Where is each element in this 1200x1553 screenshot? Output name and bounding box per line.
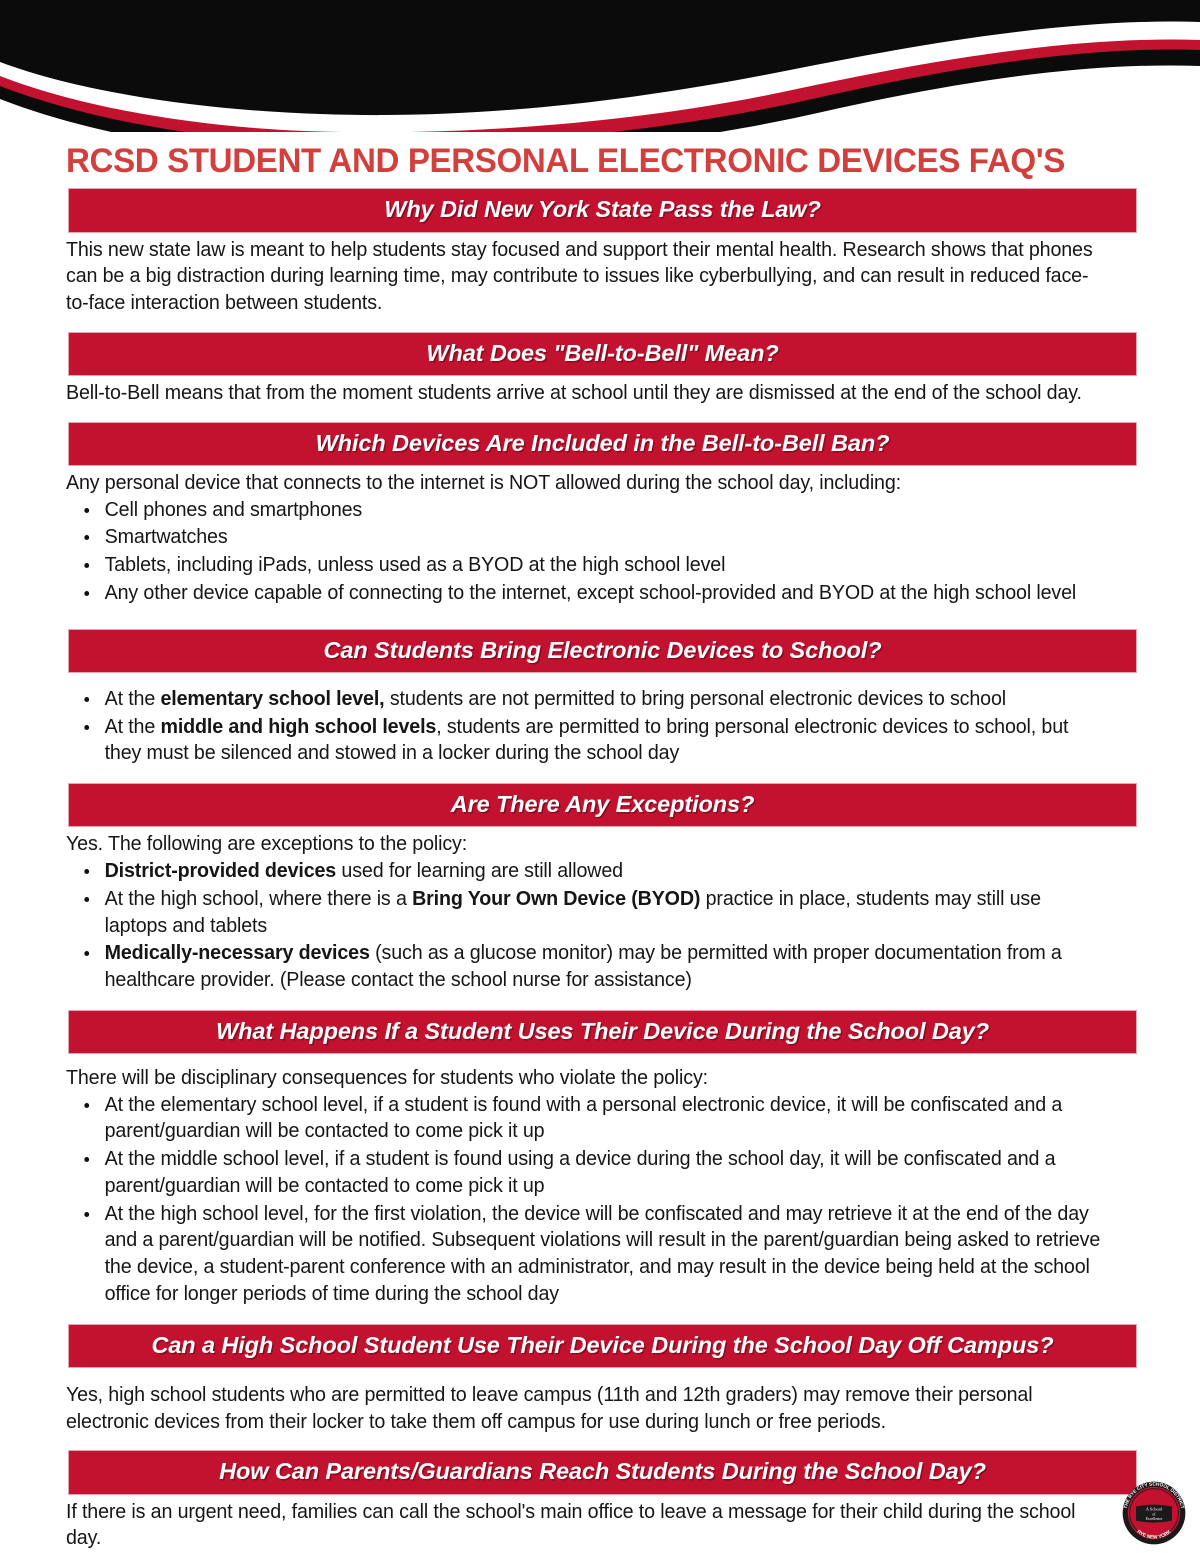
section-bullet-list [66,858,1103,994]
section-content [66,1499,1103,1552]
district-seal-logo [1122,1481,1186,1545]
list-item: At the elementary school level, if a student is found with a personal electronic device, it will be confiscated and a parent/guardian will be contacted to come pick it up [99,1092,1104,1145]
faq-section-which-devices [0,422,1200,607]
section-heading: Why Did New York State Pass the Law? [68,188,1137,232]
section-bullet-list [66,1092,1103,1308]
list-item: Tablets, including iPads, unless used as a BYOD at the high school level [99,552,1104,579]
section-heading: What Happens If a Student Uses Their Device During the School Day? [68,1010,1137,1054]
seal-inner-text-line3: Excellence [1145,1517,1163,1522]
list-item: At the elementary school level, students are not permitted to bring personal electronic devices to school [99,686,1104,713]
section-paragraph: This new state law is meant to help students stay focused and support their mental health. Research shows that phones can be a big distraction during learning time, may contribute to issues like cyberbullying, and can result in reduced face-to-face interaction between students. [66,238,1093,314]
faq-section-consequences [0,1010,1200,1308]
section-paragraph: Yes. The following are exceptions to the policy: [66,833,468,856]
seal-ring-text-bottom: RYE NEW YORK [1135,1529,1173,1541]
faq-section-bell-to-bell [0,332,1200,407]
section-content [66,380,1103,407]
section-paragraph: Bell-to-Bell means that from the moment students arrive at school until they are dismissed at the end of the school day. [66,382,1082,404]
list-item: At the high school, where there is a Bring Your Own Device (BYOD) practice in place, students may still use laptops and tablets [99,886,1104,939]
faq-section-reach-students [0,1450,1200,1552]
section-heading: Are There Any Exceptions? [68,783,1137,827]
faq-section-why-law [0,188,1200,316]
section-bullet-list [66,686,1103,767]
section-paragraph: Any personal device that connects to the internet is NOT allowed during the school day, including: [66,472,901,495]
list-item: Medically-necessary devices (such as a glucose monitor) may be permitted with proper documentation from a healthcare provider. (Please contact the school nurse for assistance) [99,940,1104,993]
list-item: District-provided devices used for learning are still allowed [99,858,1104,885]
section-content [66,470,1103,607]
faq-section-bring-devices [0,629,1200,767]
section-bullet-list [66,497,1103,607]
seal-inner-text-line2: of [1152,1512,1156,1517]
faq-section-exceptions [0,783,1200,994]
list-item: At the middle and high school levels, students are permitted to bring personal electronic devices to school, but they must be silenced and stowed in a locker during the school day [99,714,1104,767]
section-heading: Can a High School Student Use Their Device During the School Day Off Campus? [68,1324,1137,1368]
list-item: Smartwatches [99,524,1104,551]
section-content [66,1372,1103,1435]
seal-ring-text: THE RYE CITY SCHOOL DISTRICT [1123,1482,1185,1510]
section-content [66,677,1103,767]
section-content [66,1058,1103,1307]
section-heading: How Can Parents/Guardians Reach Students During the School Day? [68,1450,1137,1494]
section-paragraph: Yes, high school students who are permitted to leave campus (11th and 12th graders) may remove their personal electronic devices from their locker to take them off campus for use during lunch or free periods. [66,1383,1033,1433]
seal-inner-text-line1: A School [1145,1506,1163,1512]
header-wave-graphic [0,0,1200,132]
section-heading: What Does "Bell-to-Bell" Mean? [68,332,1137,376]
section-heading: Can Students Bring Electronic Devices to School? [68,629,1137,673]
section-heading: Which Devices Are Included in the Bell-to-Bell Ban? [68,422,1137,466]
list-item: Any other device capable of connecting to the internet, except school-provided and BYOD at the high school level [99,580,1104,607]
document-body [0,132,1200,1552]
section-content [66,831,1103,993]
section-paragraph: If there is an urgent need, families can call the school's main office to leave a message for their child during the school day. [66,1500,1076,1550]
page-title: RCSD STUDENT AND PERSONAL ELECTRONIC DEVICES FAQ'S [66,142,1065,180]
faq-section-off-campus [0,1324,1200,1436]
section-paragraph: There will be disciplinary consequences for students who violate the policy: [66,1067,708,1090]
list-item: At the middle school level, if a student is found using a device during the school day, it will be confiscated and a parent/guardian will be contacted to come pick it up [99,1146,1104,1199]
list-item: At the high school level, for the first violation, the device will be confiscated and may retrieve it at the end of the day and a parent/guardian will be notified. Subsequent violations will result in the parent/guardian being asked to retrieve the device, a student-parent conference with an administrator, and may result in the device being held at the school office for longer periods of time during the school day [99,1201,1104,1308]
section-content [66,237,1103,317]
list-item: Cell phones and smartphones [99,497,1104,524]
